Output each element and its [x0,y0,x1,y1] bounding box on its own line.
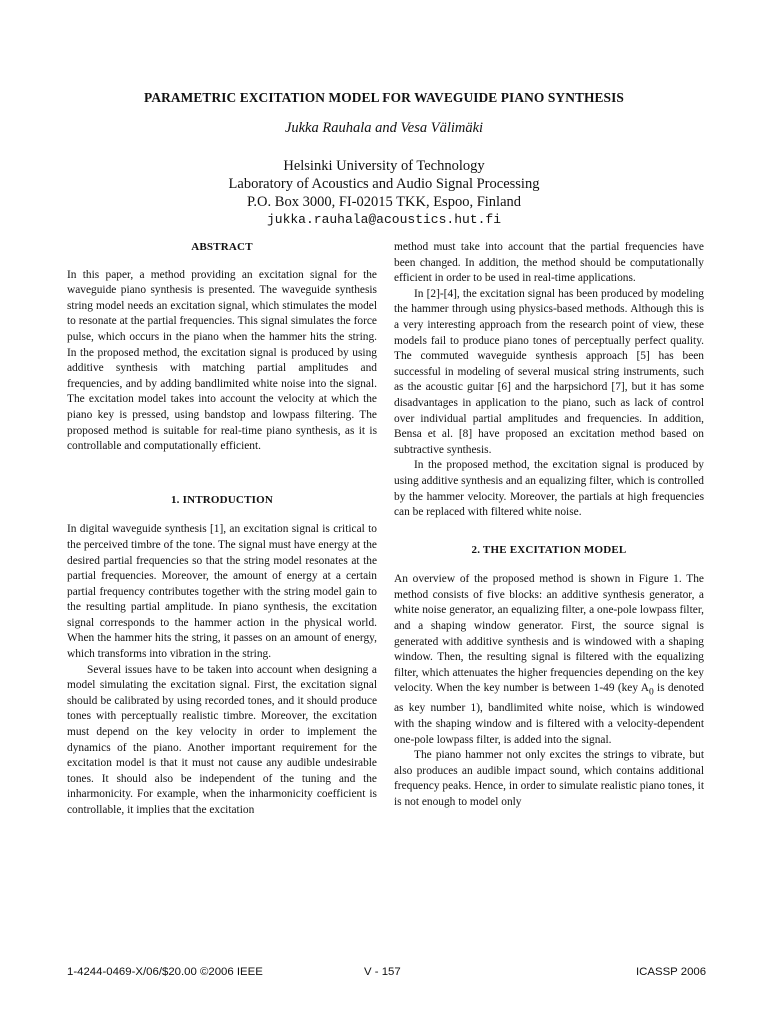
excitation-paragraph [394,572,704,748]
abstract-text: In this paper, a method providing an excitation signal for the waveguide piano synthesis is presented. The waveguide synthesis string model needs an excitation signal, which stimulates the model to resonate at the partial frequencies. This signal simulates the force pulse, which occurs in the piano when the hammer hits the string. In the proposed method, the excitation signal is produced by using additive synthesis with matching partial amplitudes and frequencies, and by adding bandlimited white noise into the signal. The excitation model takes into account the velocity at which the piano key is pressed, using bandstop and lowpass filtering. The proposed method is suitable for real-time piano synthesis, as it is controllable and computationally efficient. [67,268,377,453]
abstract-heading: ABSTRACT [191,241,253,253]
introduction-paragraph: In digital waveguide synthesis [1], an excitation signal is critical to the perceived timbre of the tone. The signal must have energy at the desired partial frequencies so that the string model resonates at the partial frequencies. Moreover, the amount of energy at a certain partial frequency contributes together with the string model gain to the resulting partial amplitude. In piano synthesis, the excitation signal corresponds to the hammer action in the physical world. When the hammer hits the string, it passes on an amount of energy, which transforms into vibration in the string. [67,523,377,661]
footer-conference: ICASSP 2006 [636,966,707,978]
affiliation-email[interactable]: jukka.rauhala@acoustics.hut.fi [266,212,502,227]
footer-page-number: V - 157 [364,966,401,978]
excitation-paragraph: The piano hammer not only excites the strings to vibrate, but also produces an audible impact sound, which contains additional frequency peaks. Hence, in order to simulate realistic piano tones, it is not enough to model only [394,749,704,808]
introduction-paragraph: Several issues have to be taken into account when designing a model simulating the excitation signal. First, the excitation signal should be calibrated by using recorded tones, and it should produce tones with perceptually realistic timbre. Moreover, the excitation must depend on the key velocity in order to implement the dynamics of the piano. Another important requirement for the excitation model is that it must not cause any audible undesirable tones. It should also be independent of the tuning and the inharmonicity. For example, when the inharmonicity coefficient is controllable, it implies that the excitation [67,663,377,816]
excitation-model-heading: 2. THE EXCITATION MODEL [471,543,627,556]
body-paragraph: In the proposed method, the excitation signal is produced by using additive synthesis and an equalizing filter, which is controlled by the hammer velocity. Moreover, the partials at high frequencies can be replaced with filtered white noise. [394,459,704,519]
left-column [67,240,377,819]
body-paragraph: In [2]-[4], the excitation signal has been produced by modeling the hammer through using physics-based methods. Although this is a very interesting approach from the research point of view, these models fail to produce piano tones of perceptually perfect quality. The commuted waveguide synthesis approach [5] has been successful in modeling of several musical string instruments, such as the acoustic guitar [6] and the harpsichord [7], but it has some disadvantages in application to the piano, such as lack of control over individual partial amplitudes and frequencies. In addition, Bensa et al. [8] have proposed an excitation method based on subtractive synthesis. [394,287,704,456]
paper-title: PARAMETRIC EXCITATION MODEL FOR WAVEGUIDE PIANO SYNTHESIS [144,90,624,105]
right-column [394,240,704,810]
affiliation-block [40,157,728,229]
excitation-text-b: is denoted as key number 1), bandlimited white noise, which is windowed with the shaping window and is filtered with a velocity-dependent one-pole lowpass filter, is added into the signal. [394,682,704,746]
subscript-zero: 0 [648,687,654,698]
affiliation-institution: Helsinki University of Technology [283,158,485,174]
affiliation-lab: Laboratory of Acoustics and Audio Signal Processing [228,176,540,192]
affiliation-address: P.O. Box 3000, FI-02015 TKK, Espoo, Finland [246,194,522,210]
introduction-heading: 1. INTRODUCTION [170,493,273,506]
excitation-text-a: An overview of the proposed method is shown in Figure 1. The method consists of five blocks: an additive synthesis generator, a white noise generator, an equalizing filter, a one-pole lowpass filter, and a shaping window generator. First, the source signal is generated with additive synthesis and is windowed with a shaping window. Then, the resulting signal is filtered with the equalizing filter, which attenuates the higher frequencies depending on the key velocity. When the key number is between 1-49 (key A [394,573,704,695]
body-paragraph: method must take into account that the partial frequencies have been changed. In addition, the method should be computationally efficient in order to be used in real-time applications. [394,241,704,285]
footer-copyright: 1-4244-0469-X/06/$20.00 ©2006 IEEE [67,966,263,978]
paper-authors: Jukka Rauhala and Vesa Välimäki [284,120,484,136]
